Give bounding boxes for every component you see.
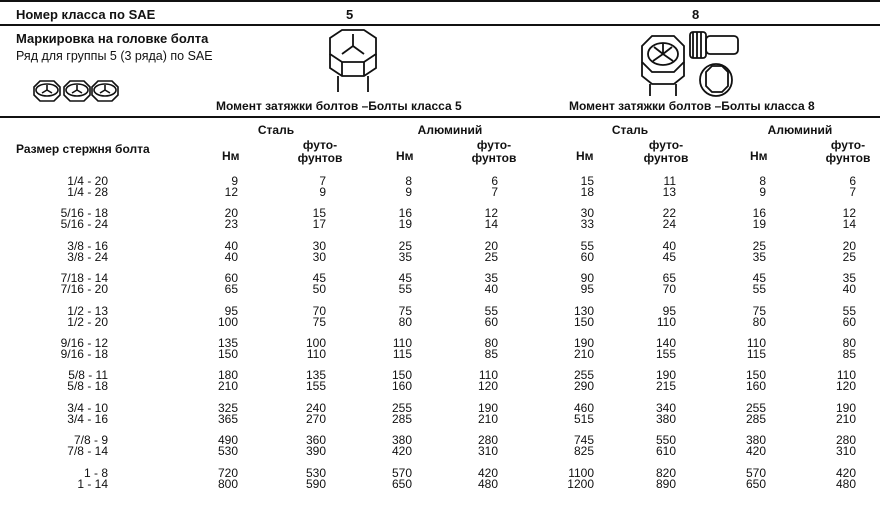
torque-value-cell: 215 xyxy=(655,379,676,394)
torque-value-cell: 110 xyxy=(306,346,326,361)
torque-value-cell: 210 xyxy=(477,411,498,426)
unit-nm-3: Нм xyxy=(576,149,594,163)
torque-value-cell: 820 xyxy=(655,465,676,480)
torque-value-cell: 310 xyxy=(835,444,856,459)
torque-value-cell: 95 xyxy=(224,303,238,318)
torque-value-cell: 55 xyxy=(484,303,498,318)
torque-value-cell: 285 xyxy=(745,411,766,426)
torque-value-cell: 155 xyxy=(305,379,326,394)
steel-header-class8: Сталь xyxy=(611,123,649,137)
torque-value-cell: 75 xyxy=(752,303,766,318)
steel-header-class5: Сталь xyxy=(257,123,295,137)
torque-value-cell: 19 xyxy=(752,217,766,232)
torque-value-cell: 590 xyxy=(305,476,326,491)
torque-value-cell: 100 xyxy=(305,336,326,350)
torque-value-cell: 12 xyxy=(224,184,238,199)
torque-value-cell: 285 xyxy=(391,411,412,426)
torque-value-cell: 150 xyxy=(391,368,412,383)
torque-value-cell: 70 xyxy=(312,303,326,318)
torque-value-cell: 35 xyxy=(484,271,498,286)
torque-value-cell: 115 xyxy=(392,346,412,361)
torque-value-cell: 190 xyxy=(573,336,594,350)
torque-value-cell: 190 xyxy=(835,400,856,415)
torque-value-cell: 1200 xyxy=(567,476,594,491)
torque-value-cell: 115 xyxy=(746,346,766,361)
torque-value-cell: 55 xyxy=(580,238,594,253)
torque-value-cell: 65 xyxy=(224,282,238,297)
table-top-rule xyxy=(0,116,880,118)
torque-value-cell: 190 xyxy=(655,368,676,383)
torque-value-cell: 14 xyxy=(484,217,498,232)
torque-value-cell: 110 xyxy=(836,368,856,383)
torque-value-cell: 9 xyxy=(319,184,326,199)
torque-value-cell: 75 xyxy=(398,303,412,318)
unit-nm-2: Нм xyxy=(396,149,414,163)
torque-value-cell: 6 xyxy=(849,174,856,188)
torque-value-cell: 530 xyxy=(305,465,326,480)
torque-value-cell: 55 xyxy=(398,282,412,297)
torque-value-cell: 270 xyxy=(305,411,326,426)
torque-value-cell: 150 xyxy=(217,346,238,361)
torque-value-cell: 100 xyxy=(217,314,238,329)
torque-value-cell: 80 xyxy=(484,336,498,350)
torque-value-cell: 480 xyxy=(835,476,856,491)
top-border xyxy=(0,0,880,2)
torque-value-cell: 120 xyxy=(835,379,856,394)
torque-value-cell: 14 xyxy=(842,217,856,232)
unit-ftlb-4b: фунтов xyxy=(825,151,871,165)
torque-value-cell: 75 xyxy=(312,314,326,329)
unit-nm-4: Нм xyxy=(750,149,768,163)
torque-value-cell: 515 xyxy=(573,411,594,426)
torque-value-cell: 825 xyxy=(573,444,594,459)
torque-value-cell: 80 xyxy=(398,314,412,329)
unit-ftlb-2a: футо- xyxy=(476,138,512,152)
torque-value-cell: 130 xyxy=(573,303,594,318)
torque-value-cell: 60 xyxy=(484,314,498,329)
torque-value-cell: 35 xyxy=(842,271,856,286)
bolt-size-cell: 9/16 - 18 xyxy=(60,346,108,361)
torque-value-cell: 460 xyxy=(573,400,594,415)
torque-value-cell: 325 xyxy=(217,400,238,415)
torque-value-cell: 80 xyxy=(842,336,856,350)
torque-value-cell: 18 xyxy=(580,184,594,199)
torque-value-cell: 380 xyxy=(655,411,676,426)
torque-value-cell: 12 xyxy=(842,206,856,221)
torque-value-cell: 30 xyxy=(312,238,326,253)
torque-value-cell: 290 xyxy=(573,379,594,394)
torque-value-cell: 135 xyxy=(217,336,238,350)
torque-value-cell: 180 xyxy=(217,368,238,383)
torque-value-cell: 70 xyxy=(662,282,676,297)
torque-value-cell: 23 xyxy=(224,217,238,232)
header-rule xyxy=(0,24,880,26)
class-5-number: 5 xyxy=(346,7,354,22)
torque-value-cell: 720 xyxy=(217,465,238,480)
torque-value-cell: 60 xyxy=(842,314,856,329)
torque-value-cell: 65 xyxy=(662,271,676,286)
torque-value-cell: 80 xyxy=(752,314,766,329)
torque-value-cell: 800 xyxy=(217,476,238,491)
torque-value-cell: 420 xyxy=(477,465,498,480)
torque-value-cell: 35 xyxy=(752,249,766,264)
torque-value-cell: 15 xyxy=(312,206,326,221)
torque-value-cell: 22 xyxy=(662,206,676,221)
aluminum-header-class5: Алюминий xyxy=(417,123,483,137)
torque-value-cell: 110 xyxy=(478,368,498,383)
torque-value-cell: 19 xyxy=(398,217,412,232)
torque-value-cell: 40 xyxy=(224,238,238,253)
torque-value-cell: 17 xyxy=(312,217,326,232)
torque-value-cell: 110 xyxy=(656,314,676,329)
bolt-size-cell: 7/18 - 14 xyxy=(60,271,108,286)
torque-value-cell: 210 xyxy=(835,411,856,426)
torque-value-cell: 6 xyxy=(491,174,498,188)
bolt-markings-icon xyxy=(30,79,120,103)
unit-ftlb-4 xyxy=(818,139,878,165)
torque-value-cell: 110 xyxy=(746,336,766,350)
torque-value-cell: 365 xyxy=(217,411,238,426)
bolt-size-cell: 5/8 - 11 xyxy=(68,368,108,383)
torque-value-cell: 210 xyxy=(217,379,238,394)
torque-value-cell: 55 xyxy=(752,282,766,297)
torque-value-cell: 890 xyxy=(655,476,676,491)
torque-value-cell: 9 xyxy=(759,184,766,199)
torque-value-cell: 24 xyxy=(662,217,676,232)
torque-value-cell: 60 xyxy=(224,271,238,286)
unit-ftlb-1 xyxy=(290,139,350,165)
torque-value-cell: 15 xyxy=(580,174,594,188)
bolt-size-cell: 3/4 - 16 xyxy=(67,411,108,426)
torque-value-cell: 140 xyxy=(655,336,676,350)
torque-value-cell: 25 xyxy=(752,238,766,253)
torque-value-cell: 550 xyxy=(655,433,676,448)
torque-value-cell: 650 xyxy=(391,476,412,491)
torque-value-cell: 110 xyxy=(392,336,412,350)
unit-ftlb-1a: футо- xyxy=(302,138,338,152)
bolt-size-cell: 5/8 - 18 xyxy=(67,379,108,394)
torque-value-cell: 90 xyxy=(580,271,594,286)
bolt-size-cell: 1 - 8 xyxy=(83,465,108,480)
torque-value-cell: 310 xyxy=(477,444,498,459)
bolt-size-cell: 1/4 - 28 xyxy=(67,184,108,199)
torque-value-cell: 570 xyxy=(745,465,766,480)
torque-value-cell: 95 xyxy=(662,303,676,318)
torque-value-cell: 95 xyxy=(580,282,594,297)
torque-value-cell: 9 xyxy=(405,184,412,199)
unit-ftlb-3 xyxy=(636,139,696,165)
torque-value-cell: 255 xyxy=(745,400,766,415)
torque-value-cell: 60 xyxy=(580,249,594,264)
torque-value-cell: 255 xyxy=(573,368,594,383)
torque-value-cell: 30 xyxy=(312,249,326,264)
torque-value-cell: 120 xyxy=(477,379,498,394)
torque-value-cell: 40 xyxy=(662,238,676,253)
torque-value-cell: 20 xyxy=(484,238,498,253)
torque-value-cell: 8 xyxy=(759,174,766,188)
torque-value-cell: 490 xyxy=(217,433,238,448)
torque-value-cell: 35 xyxy=(398,249,412,264)
torque-value-cell: 280 xyxy=(835,433,856,448)
bolt-size-cell: 3/8 - 24 xyxy=(67,249,108,264)
torque-value-cell: 40 xyxy=(484,282,498,297)
unit-nm-1: Нм xyxy=(222,149,240,163)
torque-value-cell: 135 xyxy=(305,368,326,383)
torque-value-cell: 45 xyxy=(752,271,766,286)
torque-value-cell: 255 xyxy=(391,400,412,415)
torque-value-cell: 20 xyxy=(224,206,238,221)
bolt-size-cell: 5/16 - 18 xyxy=(60,206,108,221)
torque-value-cell: 45 xyxy=(312,271,326,286)
torque-value-cell: 85 xyxy=(842,346,856,361)
marking-subtitle: Ряд для группы 5 (3 ряда) по SAE xyxy=(16,49,213,63)
torque-value-cell: 420 xyxy=(745,444,766,459)
torque-value-cell: 210 xyxy=(573,346,594,361)
torque-value-cell: 16 xyxy=(398,206,412,221)
torque-value-cell: 45 xyxy=(662,249,676,264)
torque-value-cell: 150 xyxy=(745,368,766,383)
torque-value-cell: 240 xyxy=(305,400,326,415)
torque-value-cell: 40 xyxy=(842,282,856,297)
section-title-class8: Момент затяжки болтов –Болты класса 8 xyxy=(569,99,815,113)
bolt-size-cell: 7/8 - 9 xyxy=(73,433,108,448)
marking-title: Маркировка на головке болта xyxy=(16,31,209,46)
torque-value-cell: 11 xyxy=(663,174,676,188)
torque-value-cell: 380 xyxy=(745,433,766,448)
torque-value-cell: 25 xyxy=(398,238,412,253)
torque-value-cell: 25 xyxy=(484,249,498,264)
torque-value-cell: 9 xyxy=(231,174,238,188)
torque-value-cell: 7 xyxy=(319,174,326,188)
bolt-head-class5-icon xyxy=(322,28,382,94)
torque-value-cell: 7 xyxy=(849,184,856,199)
section-title-class5: Момент затяжки болтов –Болты класса 5 xyxy=(216,99,462,113)
torque-value-cell: 160 xyxy=(745,379,766,394)
unit-ftlb-4a: футо- xyxy=(830,138,866,152)
class-8-number: 8 xyxy=(692,7,700,22)
aluminum-header-class8: Алюминий xyxy=(767,123,833,137)
bolt-size-cell: 3/4 - 10 xyxy=(67,400,108,415)
torque-value-cell: 33 xyxy=(580,217,594,232)
torque-value-cell: 160 xyxy=(391,379,412,394)
torque-value-cell: 390 xyxy=(305,444,326,459)
torque-value-cell: 360 xyxy=(305,433,326,448)
unit-ftlb-1b: фунтов xyxy=(297,151,343,165)
bolt-head-class8-icon xyxy=(640,28,750,98)
bolt-size-cell: 3/8 - 16 xyxy=(67,238,108,253)
torque-value-cell: 55 xyxy=(842,303,856,318)
torque-value-cell: 12 xyxy=(484,206,498,221)
torque-value-cell: 610 xyxy=(655,444,676,459)
unit-ftlb-3b: фунтов xyxy=(643,151,689,165)
unit-ftlb-2 xyxy=(464,139,524,165)
bolt-size-cell: 1 - 14 xyxy=(77,476,108,491)
torque-value-cell: 745 xyxy=(573,433,594,448)
bolt-size-cell: 9/16 - 12 xyxy=(60,336,108,350)
torque-value-cell: 16 xyxy=(752,206,766,221)
torque-value-cell: 1100 xyxy=(568,465,594,480)
size-column-header: Размер стержня болта xyxy=(16,142,150,156)
bolt-size-cell: 7/16 - 20 xyxy=(60,282,108,297)
bolt-size-cell: 1/4 - 20 xyxy=(67,174,108,188)
torque-value-cell: 20 xyxy=(842,238,856,253)
torque-value-cell: 25 xyxy=(842,249,856,264)
torque-value-cell: 155 xyxy=(655,346,676,361)
torque-value-cell: 570 xyxy=(391,465,412,480)
bolt-size-cell: 5/16 - 24 xyxy=(60,217,108,232)
torque-value-cell: 40 xyxy=(224,249,238,264)
torque-value-cell: 8 xyxy=(405,174,412,188)
torque-value-cell: 650 xyxy=(745,476,766,491)
sae-class-label: Номер класса по SAE xyxy=(16,7,156,22)
torque-value-cell: 420 xyxy=(391,444,412,459)
bolt-size-cell: 1/2 - 20 xyxy=(67,314,108,329)
torque-value-cell: 50 xyxy=(312,282,326,297)
torque-value-cell: 30 xyxy=(580,206,594,221)
unit-ftlb-2b: фунтов xyxy=(471,151,517,165)
torque-value-cell: 13 xyxy=(662,184,676,199)
torque-value-cell: 7 xyxy=(491,184,498,199)
unit-ftlb-3a: футо- xyxy=(648,138,684,152)
torque-value-cell: 420 xyxy=(835,465,856,480)
torque-value-cell: 280 xyxy=(477,433,498,448)
torque-value-cell: 380 xyxy=(391,433,412,448)
torque-value-cell: 45 xyxy=(398,271,412,286)
bolt-size-cell: 1/2 - 13 xyxy=(67,303,108,318)
torque-value-cell: 340 xyxy=(655,400,676,415)
torque-value-cell: 480 xyxy=(477,476,498,491)
bolt-size-cell: 7/8 - 14 xyxy=(67,444,108,459)
torque-value-cell: 190 xyxy=(477,400,498,415)
torque-value-cell: 85 xyxy=(484,346,498,361)
torque-value-cell: 150 xyxy=(573,314,594,329)
torque-value-cell: 530 xyxy=(217,444,238,459)
